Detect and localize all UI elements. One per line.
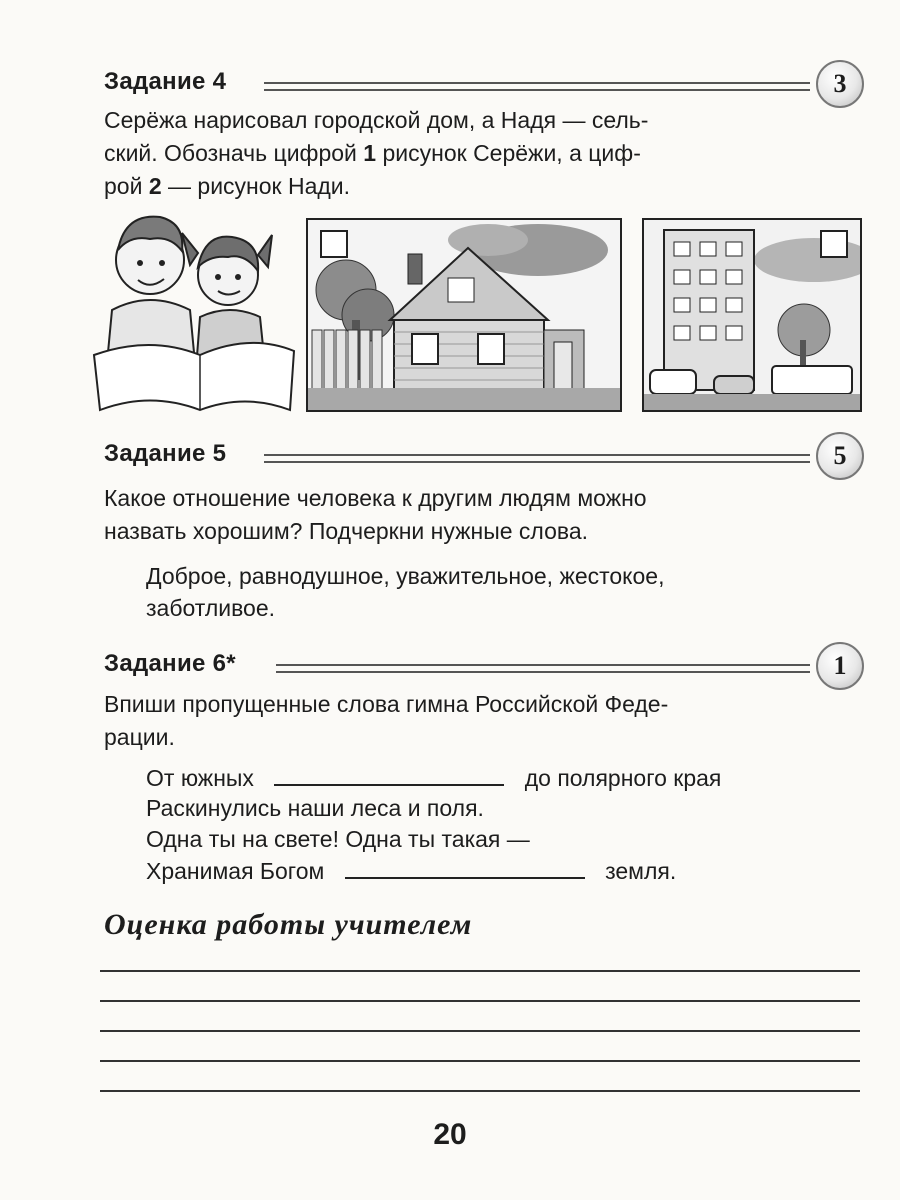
anthem-blank-1[interactable] [274,762,504,786]
task-4-header [104,64,864,108]
task-4-points-badge: 3 [816,60,864,108]
task-5-options-line-1[interactable]: Доброе, равнодушное, уважительное, жестокое, [146,563,665,589]
task-5-question-line-2: назвать хорошим? Подчеркни нужные слова. [104,518,589,544]
task-5-title: Задание 5 [104,440,227,467]
evaluation-line-5[interactable] [100,1090,860,1092]
task-6-title: Задание 6* [104,650,236,677]
task-6-header [104,646,864,690]
task-4-text [104,104,860,203]
task-6-question-line-2: рации. [104,724,175,750]
task-6-question [104,688,860,754]
evaluation-line-1[interactable] [100,970,860,972]
task-5-rule [264,454,810,463]
anthem-line-2: Раскинулись наши леса и поля. [146,795,484,821]
children-illustration [90,205,300,420]
anthem-line-4-end: земля. [605,858,677,884]
task-4-line-1: Серёжа нарисовал городской дом, а Надя — сель- [104,107,649,133]
task-5-options-line-2[interactable]: заботливое. [146,595,276,621]
task-5-question-line-1: Какое отношение человека к другим людям можно [104,485,647,511]
task-6-rule [276,664,810,673]
page-number: 20 [433,1118,467,1151]
task-4-line-3 [104,170,860,203]
anthem-line-1 [146,762,721,793]
anthem-line-4-start: Хранимая Богом [146,858,325,884]
task-4-line-2c: рисунок Серёжи, а циф- [376,140,641,166]
anthem-line-3: Одна ты на свете! Одна ты такая — [146,826,530,852]
anthem-line-1-end: до полярного края [524,765,722,791]
anthem-line-4 [146,855,721,886]
anthem-excerpt [146,762,721,886]
village-house-drawing [308,220,620,410]
task-6-points-badge: 1 [816,642,864,690]
task-4-title: Задание 4 [104,68,227,95]
task-5-header [104,436,864,480]
village-house-answer-box[interactable] [320,230,348,258]
evaluation-title: Оценка работы учителем [104,908,473,941]
evaluation-line-4[interactable] [100,1060,860,1062]
task-5-question [104,482,860,548]
task-5-points-badge: 5 [816,432,864,480]
task-4-digit-2: 2 [148,173,162,199]
task-4-line-2 [104,137,860,170]
task-4-line-2a: ский. Обозначь цифрой [104,140,364,166]
task-4-line-3c: — рисунок Нади. [161,173,351,199]
task-4-digit-1: 1 [363,140,377,166]
task-5-options[interactable] [146,560,860,624]
anthem-blank-2[interactable] [345,855,585,879]
city-house-picture [642,218,862,412]
task-4-rule [264,82,810,91]
task-6-question-line-1: Впиши пропущенные слова гимна Российской Феде- [104,691,669,717]
village-house-picture [306,218,622,412]
city-house-answer-box[interactable] [820,230,848,258]
task-4-line-3a: рой [104,173,149,199]
evaluation-line-3[interactable] [100,1030,860,1032]
evaluation-line-2[interactable] [100,1000,860,1002]
anthem-line-1-start: От южных [146,765,254,791]
